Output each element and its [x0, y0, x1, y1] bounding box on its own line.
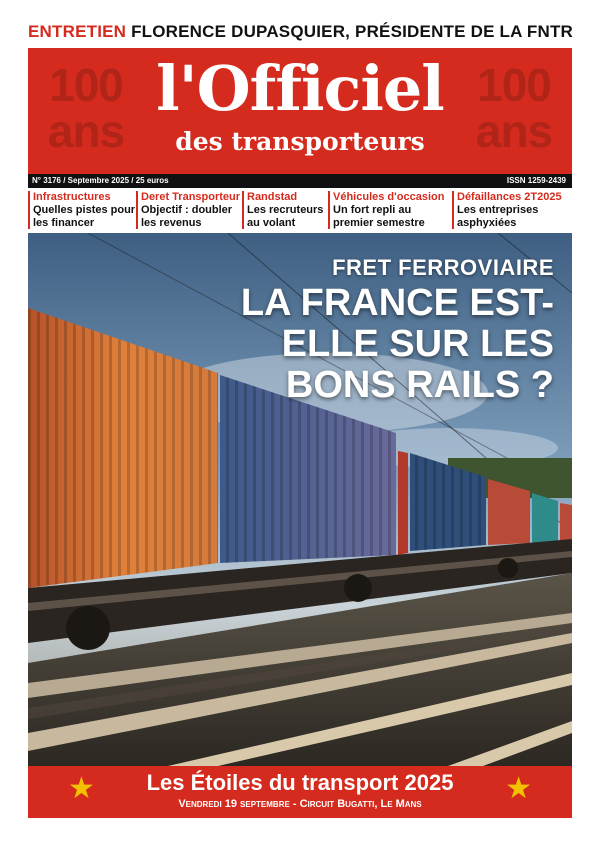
teaser-vehicules-occasion[interactable]	[328, 191, 452, 229]
anniversary-number: 100	[477, 59, 551, 111]
event-subtitle: Vendredi 19 septembre - Circuit Bugatti, Le Mans	[178, 798, 422, 810]
teaser-category: Véhicules d'occasion	[333, 191, 445, 203]
issue-info: N° 3176 / Septembre 2025 / 25 euros	[32, 176, 169, 185]
teaser-category: Infrastructures	[33, 191, 111, 203]
teaser-randstad[interactable]	[242, 191, 328, 229]
anniversary-word: ans	[475, 105, 553, 157]
teaser-text: Objectif : doubler les revenus	[141, 204, 233, 229]
banner-headline: FLORENCE DUPASQUIER, PRÉSIDENTE DE LA FNTR	[131, 22, 574, 41]
teaser-infrastructures[interactable]	[28, 191, 136, 229]
teaser-text: Un fort repli au premier semestre	[333, 204, 425, 229]
teaser-row	[28, 191, 572, 229]
anniversary-number: 100	[49, 59, 123, 111]
event-title: Les Étoiles du transport 2025	[146, 770, 454, 795]
teaser-defaillances[interactable]	[452, 191, 572, 229]
teaser-text: Quelles pistes pour les financer	[33, 204, 136, 229]
star-icon: ★	[68, 772, 95, 805]
teaser-category: Deret Transporteur	[141, 191, 241, 203]
anniversary-badge-right	[458, 59, 570, 157]
star-icon: ★	[505, 772, 532, 805]
banner-kicker: ENTRETIEN	[28, 22, 127, 41]
anniversary-word: ans	[47, 105, 125, 157]
issue-info-bar	[28, 174, 572, 188]
cover-photo	[28, 233, 572, 766]
masthead	[28, 48, 572, 174]
cover-headline: LA FRANCE EST-ELLE SUR LES BONS RAILS ?	[240, 282, 554, 406]
teaser-category: Randstad	[247, 191, 298, 203]
cover-kicker: FRET FERROVIAIRE	[332, 255, 554, 280]
event-banner[interactable]	[28, 766, 572, 818]
top-banner	[28, 22, 572, 42]
teaser-text: Les entreprises asphyxiées	[457, 204, 539, 229]
magazine-logo-subtitle: des transporteurs	[175, 127, 425, 156]
teaser-category: Défaillances 2T2025	[457, 191, 562, 203]
magazine-logo-title: l'Officiel	[156, 52, 444, 125]
anniversary-badge-left	[30, 59, 142, 157]
teaser-text: Les recruteurs au volant	[247, 204, 324, 229]
issn: ISSN 1259-2439	[506, 176, 566, 185]
teaser-deret-transporteur[interactable]	[136, 191, 242, 229]
